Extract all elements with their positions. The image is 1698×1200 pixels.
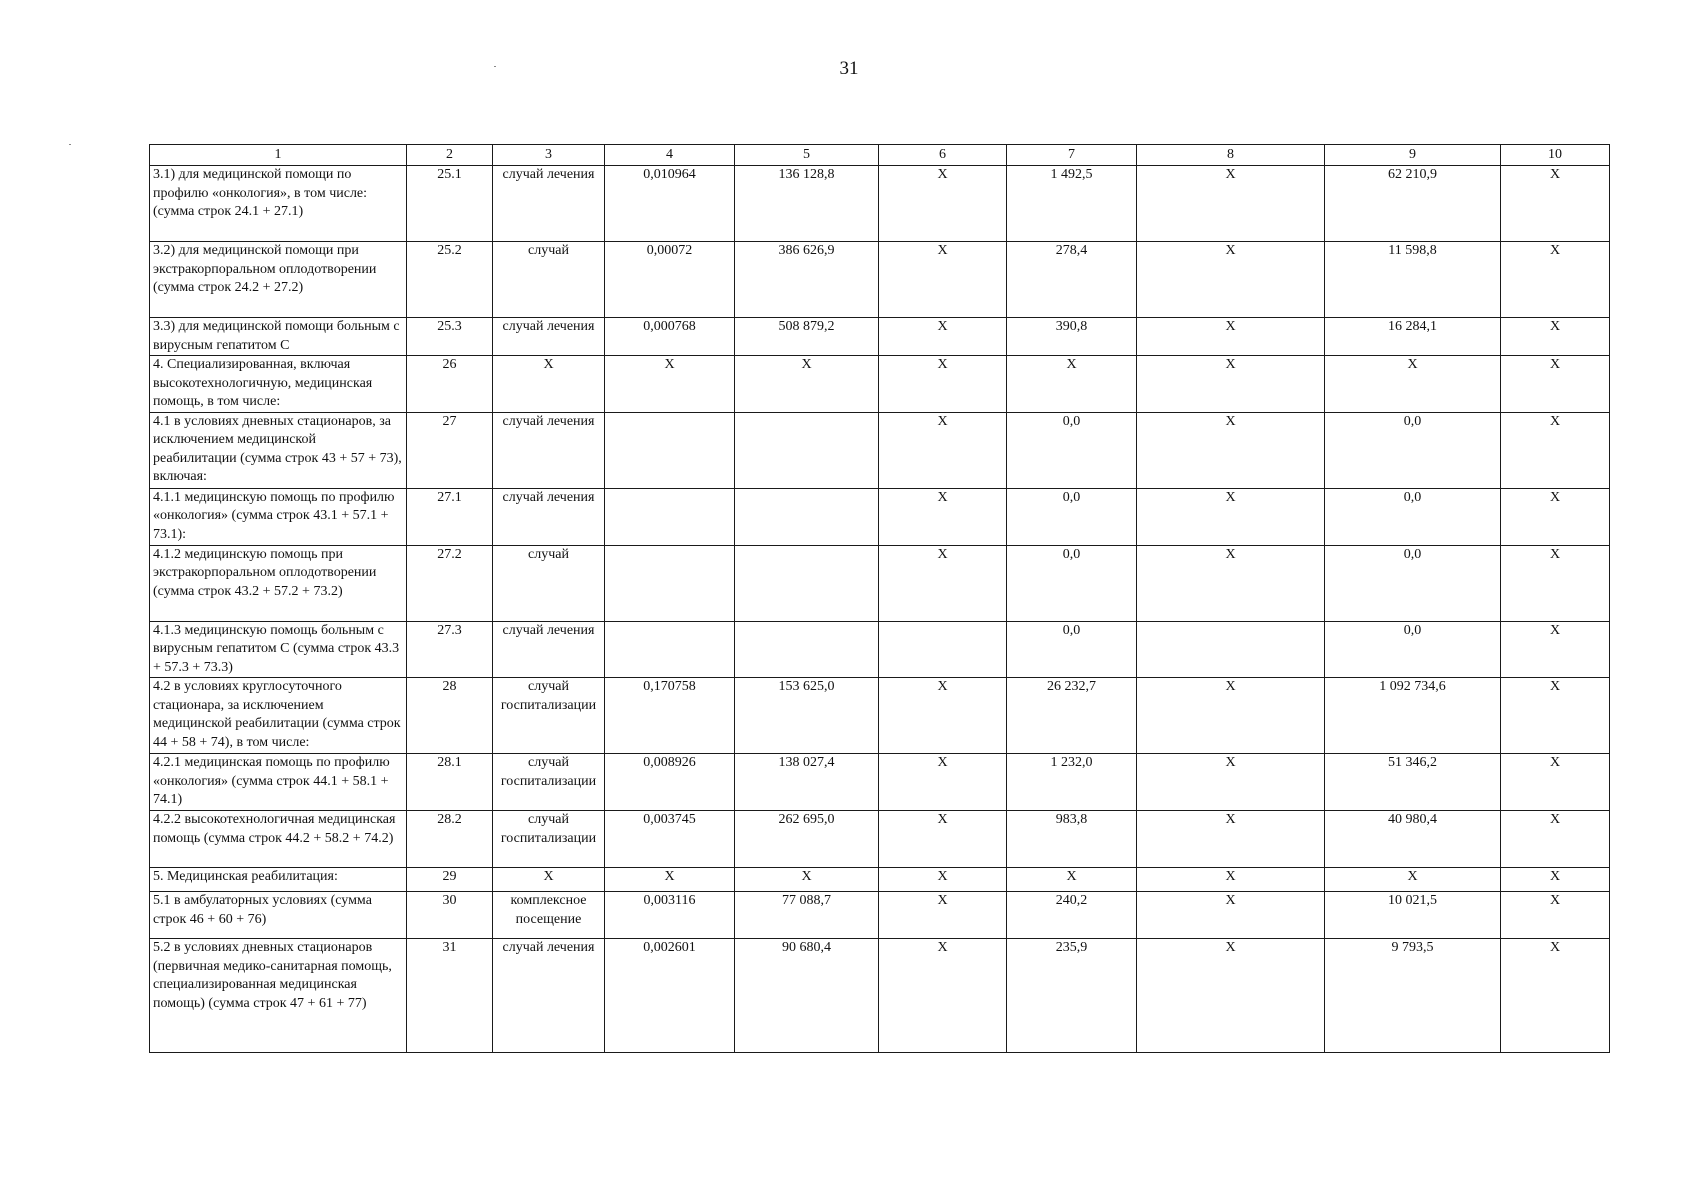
value-cell: X: [605, 356, 735, 413]
unit-cell: случай лечения: [493, 318, 605, 356]
value-cell: X: [1501, 939, 1610, 1053]
value-cell: [735, 412, 879, 488]
value-cell: 0,170758: [605, 678, 735, 754]
value-cell: 0,003116: [605, 892, 735, 939]
value-cell: [605, 545, 735, 621]
unit-cell: случай лечения: [493, 621, 605, 678]
row-number-cell: 27.3: [407, 621, 493, 678]
value-cell: X: [879, 678, 1007, 754]
value-cell: 16 284,1: [1325, 318, 1501, 356]
value-cell: X: [1501, 811, 1610, 868]
unit-cell: случай лечения: [493, 166, 605, 242]
value-cell: 11 598,8: [1325, 242, 1501, 318]
value-cell: [1137, 621, 1325, 678]
column-header: 8: [1137, 145, 1325, 166]
row-name-cell: 4.1.1 медицинскую помощь по профилю «онкология» (сумма строк 43.1 + 57.1 + 73.1):: [150, 488, 407, 545]
value-cell: X: [735, 868, 879, 892]
unit-cell: случай госпитализации: [493, 754, 605, 811]
value-cell: X: [879, 811, 1007, 868]
value-cell: [735, 621, 879, 678]
row-name-cell: 4.1.3 медицинскую помощь больным с вирусным гепатитом С (сумма строк 43.3 + 57.3 + 73.3): [150, 621, 407, 678]
table-row: [150, 678, 1610, 754]
value-cell: X: [1137, 488, 1325, 545]
value-cell: 0,0: [1007, 488, 1137, 545]
column-header: 6: [879, 145, 1007, 166]
column-header: 4: [605, 145, 735, 166]
unit-cell: случай лечения: [493, 939, 605, 1053]
value-cell: 51 346,2: [1325, 754, 1501, 811]
row-name-cell: 4.1.2 медицинскую помощь при экстракорпоральном оплодотворении (сумма строк 43.2 + 57.2 + 73.2): [150, 545, 407, 621]
table-row: [150, 412, 1610, 488]
value-cell: 153 625,0: [735, 678, 879, 754]
value-cell: X: [1501, 356, 1610, 413]
value-cell: X: [1137, 678, 1325, 754]
row-number-cell: 27.2: [407, 545, 493, 621]
row-name-cell: 4.2 в условиях круглосуточного стационара, за исключением медицинской реабилитации (сумма строк 44 + 58 + 74), в том числе:: [150, 678, 407, 754]
value-cell: X: [1501, 166, 1610, 242]
value-cell: X: [879, 545, 1007, 621]
row-name-cell: 5. Медицинская реабилитация:: [150, 868, 407, 892]
row-name-cell: 3.2) для медицинской помощи при экстракорпоральном оплодотворении (сумма строк 24.2 + 27.2): [150, 242, 407, 318]
value-cell: X: [879, 868, 1007, 892]
value-cell: X: [1501, 621, 1610, 678]
value-cell: 62 210,9: [1325, 166, 1501, 242]
value-cell: 0,0: [1007, 545, 1137, 621]
value-cell: 386 626,9: [735, 242, 879, 318]
value-cell: 0,0: [1007, 621, 1137, 678]
value-cell: X: [879, 242, 1007, 318]
value-cell: [879, 621, 1007, 678]
column-header: 9: [1325, 145, 1501, 166]
value-cell: 40 980,4: [1325, 811, 1501, 868]
value-cell: X: [1137, 939, 1325, 1053]
row-name-cell: 3.3) для медицинской помощи больным с вирусным гепатитом С: [150, 318, 407, 356]
row-name-cell: 4.1 в условиях дневных стационаров, за исключением медицинской реабилитации (сумма строк 43 + 57 + 73), включая:: [150, 412, 407, 488]
value-cell: X: [1137, 754, 1325, 811]
value-cell: X: [1137, 545, 1325, 621]
value-cell: 262 695,0: [735, 811, 879, 868]
unit-cell: комплексное посещение: [493, 892, 605, 939]
value-cell: 983,8: [1007, 811, 1137, 868]
value-cell: X: [1137, 166, 1325, 242]
value-cell: 0,002601: [605, 939, 735, 1053]
value-cell: 0,0: [1325, 545, 1501, 621]
value-cell: X: [1325, 356, 1501, 413]
value-cell: X: [1137, 811, 1325, 868]
row-number-cell: 26: [407, 356, 493, 413]
value-cell: 90 680,4: [735, 939, 879, 1053]
value-cell: 77 088,7: [735, 892, 879, 939]
value-cell: X: [1137, 412, 1325, 488]
row-name-cell: 4.2.2 высокотехнологичная медицинская помощь (сумма строк 44.2 + 58.2 + 74.2): [150, 811, 407, 868]
value-cell: X: [879, 318, 1007, 356]
value-cell: 508 879,2: [735, 318, 879, 356]
value-cell: X: [1137, 892, 1325, 939]
value-cell: X: [1501, 545, 1610, 621]
unit-cell: случай госпитализации: [493, 811, 605, 868]
value-cell: [735, 488, 879, 545]
row-name-cell: 4. Специализированная, включая высокотехнологичную, медицинская помощь, в том числе:: [150, 356, 407, 413]
page-number: 31: [839, 58, 859, 79]
scan-speck: [494, 66, 496, 67]
value-cell: [605, 412, 735, 488]
value-cell: 0,000768: [605, 318, 735, 356]
value-cell: X: [1137, 356, 1325, 413]
value-cell: X: [879, 488, 1007, 545]
value-cell: X: [1007, 868, 1137, 892]
row-number-cell: 25.3: [407, 318, 493, 356]
value-cell: 26 232,7: [1007, 678, 1137, 754]
value-cell: 0,010964: [605, 166, 735, 242]
value-cell: 1 232,0: [1007, 754, 1137, 811]
value-cell: X: [1325, 868, 1501, 892]
column-header: 1: [150, 145, 407, 166]
value-cell: 0,008926: [605, 754, 735, 811]
table-row: [150, 356, 1610, 413]
value-cell: 0,0: [1325, 412, 1501, 488]
row-number-cell: 27: [407, 412, 493, 488]
value-cell: 138 027,4: [735, 754, 879, 811]
value-cell: X: [1501, 488, 1610, 545]
value-cell: X: [1501, 412, 1610, 488]
value-cell: X: [879, 754, 1007, 811]
value-cell: X: [879, 939, 1007, 1053]
value-cell: X: [879, 412, 1007, 488]
table-row: [150, 892, 1610, 939]
value-cell: 278,4: [1007, 242, 1137, 318]
row-name-cell: 4.2.1 медицинская помощь по профилю «онкология» (сумма строк 44.1 + 58.1 + 74.1): [150, 754, 407, 811]
column-header: 2: [407, 145, 493, 166]
column-header: 10: [1501, 145, 1610, 166]
row-number-cell: 27.1: [407, 488, 493, 545]
unit-cell: случай: [493, 545, 605, 621]
value-cell: X: [605, 868, 735, 892]
value-cell: X: [1137, 242, 1325, 318]
scan-speck: [69, 144, 71, 145]
unit-cell: X: [493, 356, 605, 413]
row-number-cell: 28: [407, 678, 493, 754]
row-name-cell: 5.1 в амбулаторных условиях (сумма строк 46 + 60 + 76): [150, 892, 407, 939]
table-row: [150, 939, 1610, 1053]
value-cell: 0,00072: [605, 242, 735, 318]
row-name-cell: 3.1) для медицинской помощи по профилю «онкология», в том числе: (сумма строк 24.1 + 27.1): [150, 166, 407, 242]
value-cell: X: [1501, 868, 1610, 892]
row-number-cell: 30: [407, 892, 493, 939]
value-cell: X: [1137, 318, 1325, 356]
value-cell: 9 793,5: [1325, 939, 1501, 1053]
value-cell: 136 128,8: [735, 166, 879, 242]
row-number-cell: 28.1: [407, 754, 493, 811]
table-row: [150, 166, 1610, 242]
value-cell: 10 021,5: [1325, 892, 1501, 939]
value-cell: [605, 488, 735, 545]
value-cell: 390,8: [1007, 318, 1137, 356]
value-cell: 240,2: [1007, 892, 1137, 939]
value-cell: X: [1007, 356, 1137, 413]
value-cell: X: [1501, 754, 1610, 811]
table-row: [150, 488, 1610, 545]
row-number-cell: 25.1: [407, 166, 493, 242]
column-header: 5: [735, 145, 879, 166]
table-row: [150, 621, 1610, 678]
value-cell: 0,0: [1007, 412, 1137, 488]
value-cell: 0,0: [1325, 488, 1501, 545]
value-cell: X: [1501, 892, 1610, 939]
value-cell: X: [1501, 242, 1610, 318]
value-cell: X: [879, 166, 1007, 242]
data-table: [149, 144, 1610, 1053]
row-number-cell: 25.2: [407, 242, 493, 318]
value-cell: 1 092 734,6: [1325, 678, 1501, 754]
unit-cell: X: [493, 868, 605, 892]
value-cell: 1 492,5: [1007, 166, 1137, 242]
column-header: 7: [1007, 145, 1137, 166]
table-row: [150, 318, 1610, 356]
table-row: [150, 868, 1610, 892]
row-name-cell: 5.2 в условиях дневных стационаров (первичная медико-санитарная помощь, специализированная медицинская помощь) (сумма строк 47 + 61 + 77): [150, 939, 407, 1053]
value-cell: X: [735, 356, 879, 413]
value-cell: X: [1137, 868, 1325, 892]
unit-cell: случай госпитализации: [493, 678, 605, 754]
value-cell: 235,9: [1007, 939, 1137, 1053]
row-number-cell: 28.2: [407, 811, 493, 868]
table-row: [150, 545, 1610, 621]
table-row: [150, 754, 1610, 811]
value-cell: [605, 621, 735, 678]
column-header: 3: [493, 145, 605, 166]
value-cell: 0,003745: [605, 811, 735, 868]
unit-cell: случай лечения: [493, 412, 605, 488]
value-cell: X: [879, 356, 1007, 413]
value-cell: 0,0: [1325, 621, 1501, 678]
unit-cell: случай лечения: [493, 488, 605, 545]
unit-cell: случай: [493, 242, 605, 318]
row-number-cell: 29: [407, 868, 493, 892]
table-row: [150, 811, 1610, 868]
table-row: [150, 242, 1610, 318]
value-cell: X: [1501, 678, 1610, 754]
header-row: [150, 145, 1610, 166]
value-cell: [735, 545, 879, 621]
row-number-cell: 31: [407, 939, 493, 1053]
value-cell: X: [879, 892, 1007, 939]
value-cell: X: [1501, 318, 1610, 356]
